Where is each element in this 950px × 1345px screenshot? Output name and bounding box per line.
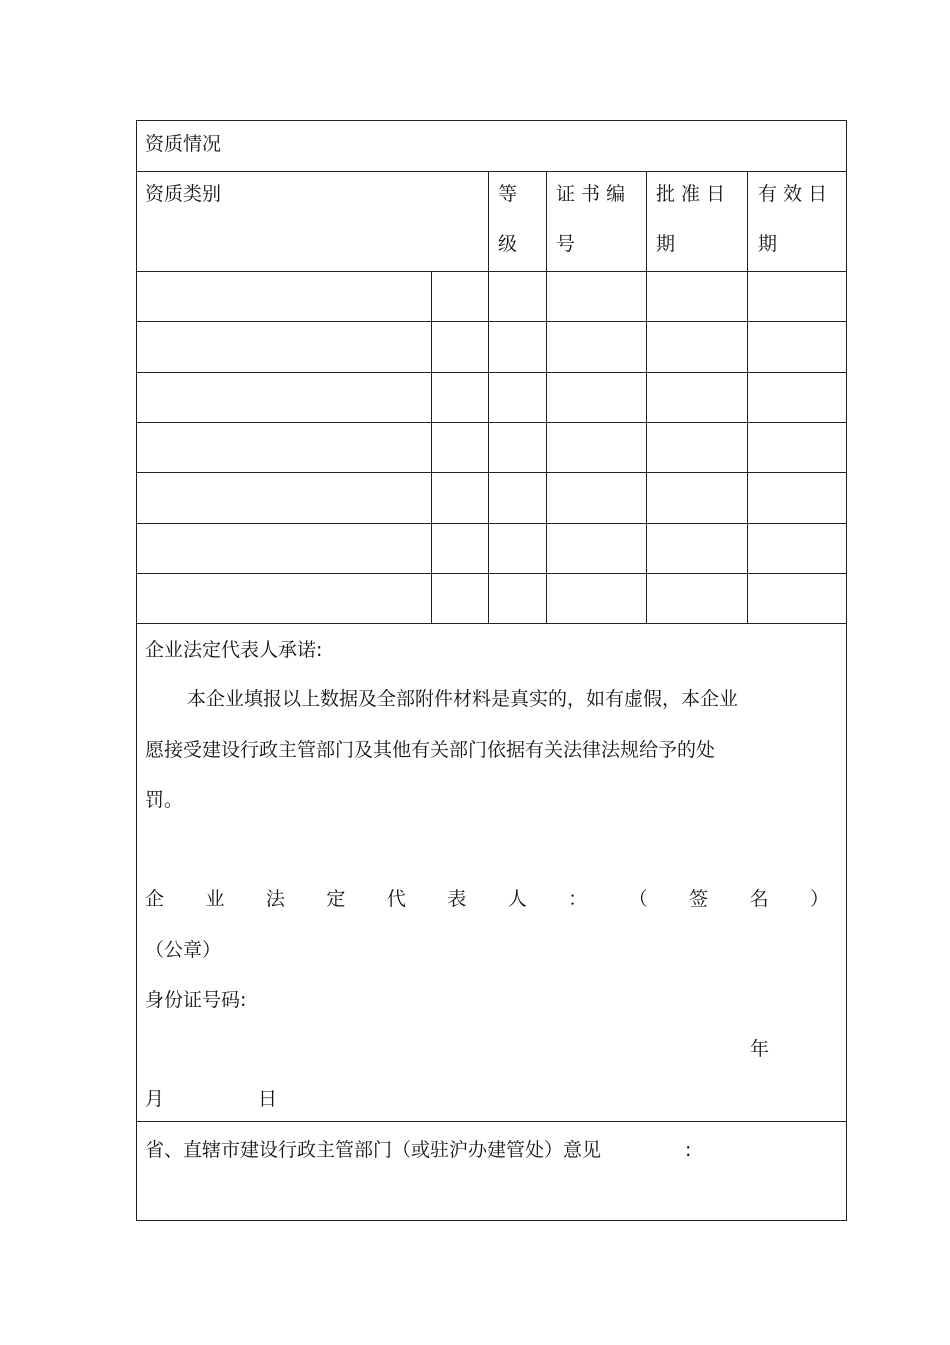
signature-char: ）	[809, 888, 829, 910]
signature-char: 表	[447, 888, 467, 910]
col-divider	[488, 171, 489, 623]
header-category: 资质类别	[145, 183, 222, 205]
commitment-line-1: 本企业填报以上数据及全部附件材料是真实的，如有虚假，本企业	[187, 688, 739, 710]
row-divider	[137, 372, 846, 373]
commitment-line-3: 罚。	[145, 789, 184, 811]
commitment-line-2: 愿接受建设行政主管部门及其他有关部门依据有关法律法规给予的处	[145, 739, 716, 761]
header-valid-date-2: 期	[758, 233, 778, 255]
section-title: 资质情况	[145, 133, 222, 155]
header-approval-date-2: 期	[656, 233, 676, 255]
signature-char: 代	[386, 888, 406, 910]
commitment-heading: 企业法定代表人承诺:	[145, 639, 323, 661]
signature-char: （	[628, 888, 648, 910]
row-divider	[137, 623, 846, 624]
header-grade-1: 等	[498, 183, 518, 205]
row-divider	[137, 573, 846, 574]
col-divider	[646, 171, 647, 623]
row-divider	[137, 472, 846, 473]
header-cert-no-2: 号	[556, 233, 576, 255]
seal-label: （公章）	[145, 939, 222, 961]
day-label: 日	[258, 1088, 278, 1110]
signature-line	[145, 890, 829, 909]
col-divider-sub	[431, 271, 432, 623]
signature-char: 法	[265, 888, 285, 910]
divider	[137, 171, 846, 172]
header-approval-date-1: 批 准 日	[656, 183, 726, 205]
row-divider	[137, 321, 846, 322]
signature-char: ：	[568, 888, 588, 910]
header-grade-2: 级	[498, 233, 518, 255]
signature-char: 人	[507, 888, 527, 910]
header-cert-no-1: 证 书 编	[556, 183, 626, 205]
col-divider	[747, 171, 748, 623]
signature-char: 企	[145, 888, 165, 910]
signature-char: 名	[749, 888, 769, 910]
opinion-label: 省、直辖市建设行政主管部门（或驻沪办建管处）意见	[145, 1139, 602, 1161]
header-valid-date-1: 有 效 日	[758, 183, 828, 205]
signature-char: 定	[326, 888, 346, 910]
year-label: 年	[750, 1038, 770, 1060]
divider	[137, 1121, 846, 1122]
signature-char: 签	[689, 888, 709, 910]
row-divider	[137, 523, 846, 524]
id-number-label: 身份证号码:	[145, 989, 247, 1011]
row-divider	[137, 422, 846, 423]
row-divider	[137, 271, 846, 272]
opinion-colon: :	[685, 1139, 692, 1161]
qualification-form	[136, 120, 847, 1221]
signature-char: 业	[205, 888, 225, 910]
col-divider	[546, 171, 547, 623]
month-label: 月	[145, 1088, 165, 1110]
